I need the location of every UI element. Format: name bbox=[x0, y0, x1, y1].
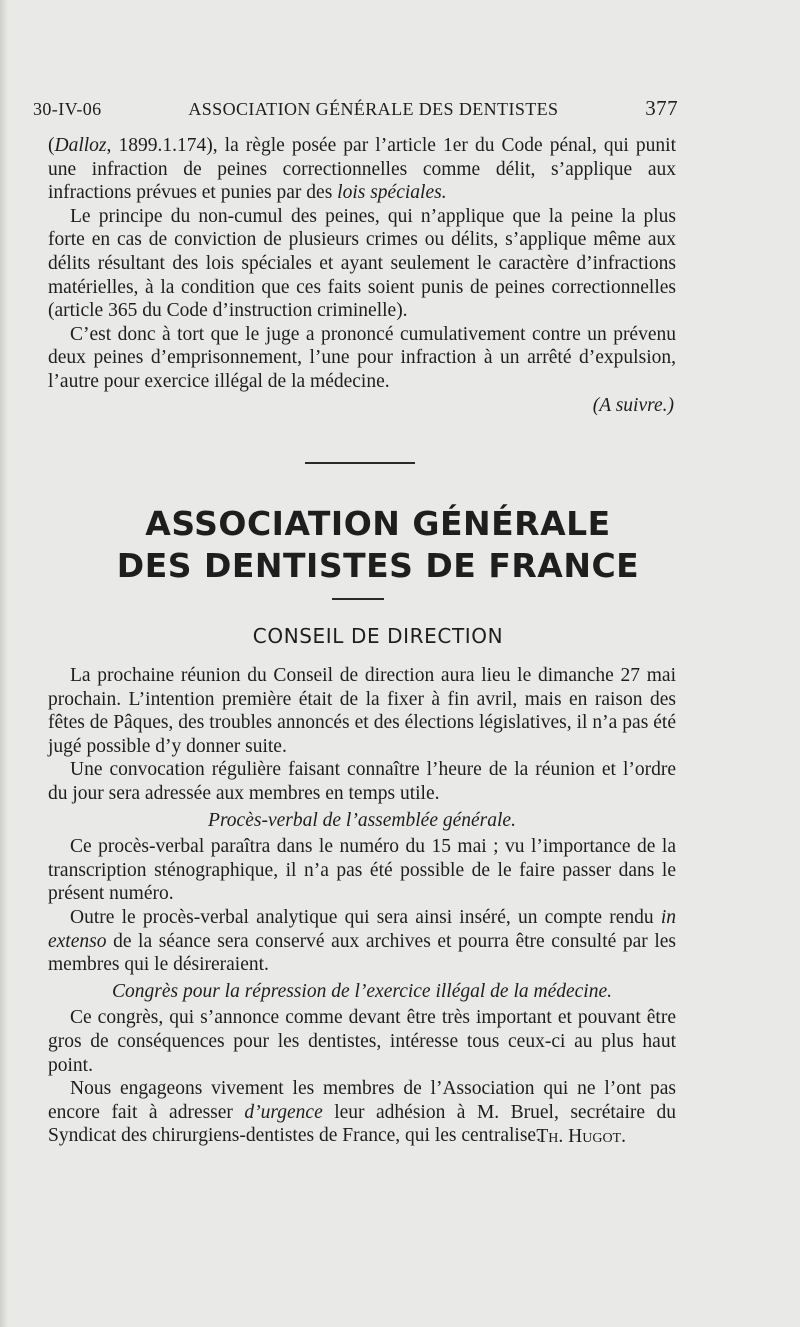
paragraph-meeting: La prochaine réunion du Conseil de direction aura lieu le dimanche 27 mai prochain. L’intention première était de la fixer à fin avril, mais en raison des fêtes de Pâques, des troubles annoncés et des élections législatives, il n’a pas été jugé possible d’y donner suite. bbox=[48, 665, 676, 757]
subheading-congress: Congrès pour la répression de l’exercice illégal de la médecine. bbox=[111, 980, 612, 1002]
title-line-1: ASSOCIATION GÉNÉRALE bbox=[145, 504, 611, 543]
paragraph-extenso: Outre le procès-verbal analytique qui sera ainsi inséré, un compte rendu in extenso de la séance sera conservé aux archives et pourra être consulté par les membres qui le désireraient. bbox=[48, 906, 676, 976]
title-line-2: DES DENTISTES DE FRANCE bbox=[116, 546, 640, 585]
running-header bbox=[33, 96, 678, 121]
to-be-continued: (A suivre.) bbox=[592, 394, 674, 416]
paragraph-convocation: Une convocation régulière faisant connaître l’heure de la réunion et l’ordre du jour sera adressée aux membres en temps utile. bbox=[48, 759, 676, 804]
paragraph-appeal: Nous engageons vivement les membres de l’Association qui ne l’ont pas encore fait à adresser d’urgence leur adhésion à M. Bruel, secrétaire du Syndicat des chirurgiens-dentistes de France, qui les centralise. bbox=[48, 1078, 676, 1147]
paragraph-minutes: Ce procès-verbal paraîtra dans le numéro du 15 mai ; vu l’importance de la transcription sténographique, il n’a pas été possible de le faire passer dans le présent numéro. bbox=[48, 836, 676, 905]
article-title bbox=[48, 503, 708, 587]
page-gutter-shadow bbox=[0, 0, 8, 1327]
page-number: 377 bbox=[645, 96, 678, 120]
separator-rule bbox=[305, 462, 415, 464]
paragraph-citation: (Dalloz, 1899.1.174), la règle posée par l’article 1er du Code pénal, qui punit une infraction de peines correctionnelles comme délit, s’applique aux infractions prévues et punies par des lois spéciales. bbox=[48, 135, 676, 204]
paragraph-principle: Le principe du non-cumul des peines, qui n’applique que la peine la plus forte en cas de conviction de plusieurs crimes ou délits, s’applique même aux délits résultant des lois spéciales et ayant seulement le caractère d’infractions matérielles, à la condition que ces faits soient punis de peines correctionnelles (article 365 du Code d’instruction criminelle). bbox=[48, 205, 676, 322]
top-section bbox=[48, 134, 676, 417]
header-date: 30-IV-06 bbox=[33, 99, 102, 119]
paragraph-conclusion: C’est donc à tort que le juge a prononcé cumulativement contre un prévenu deux peines d’emprisonnement, l’une pour infraction à un arrêté d’expulsion, l’autre pour exercice illégal de la médecine. bbox=[48, 323, 676, 392]
section-heading: CONSEIL DE DIRECTION bbox=[252, 624, 504, 648]
citation-italic: Dalloz bbox=[54, 135, 107, 156]
header-title: ASSOCIATION GÉNÉRALE DES DENTISTES bbox=[188, 99, 559, 119]
subheading-minutes: Procès-verbal de l’assemblée générale. bbox=[208, 809, 516, 831]
paragraph-congress: Ce congrès, qui s’annonce comme devant être très important et pouvant être gros de conséquences pour les dentistes, intéresse tous ceux-ci au plus haut point. bbox=[48, 1007, 676, 1076]
title-rule bbox=[332, 598, 384, 600]
main-body bbox=[48, 664, 676, 1148]
signature: Th. Hugot. bbox=[536, 1125, 626, 1147]
